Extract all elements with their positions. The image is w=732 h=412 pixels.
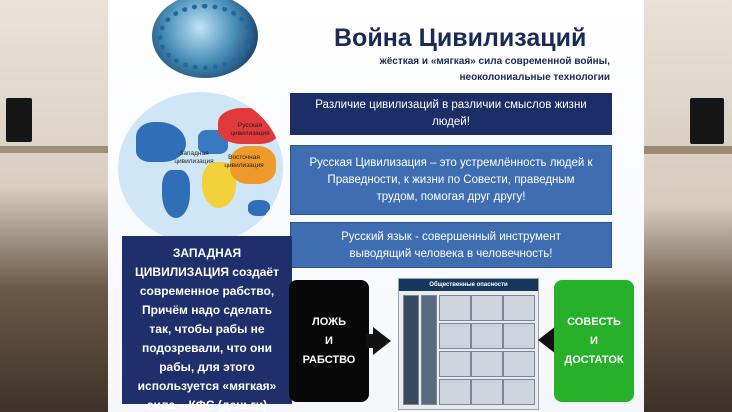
poster-cell xyxy=(439,379,471,405)
box-line: людей! xyxy=(432,116,470,128)
box-line: сила – КФС (деньги) xyxy=(146,398,268,412)
globe-image xyxy=(152,0,258,78)
poster-cell xyxy=(503,351,535,377)
box-line: современное рабство, xyxy=(139,284,275,298)
box-line: используется «мягкая» xyxy=(137,379,277,393)
map-region-south-america xyxy=(162,170,190,218)
box-line: Причём надо сделать xyxy=(142,303,272,317)
box-line: Русская Цивилизация – это устремлённость людей к xyxy=(309,157,593,169)
social-dangers-poster-image xyxy=(398,278,539,410)
poster-cell xyxy=(471,379,503,405)
poster-cell xyxy=(471,351,503,377)
slide-subtitle xyxy=(328,54,610,86)
box-line: ЦИВИЛИЗАЦИЯ создаёт xyxy=(135,265,279,279)
monitor-left xyxy=(6,98,32,142)
subtitle-line: неоколониальные технологии xyxy=(459,72,610,83)
box-line: РАБСТВО xyxy=(302,353,356,366)
box-line: трудом, помогая друг другу! xyxy=(376,191,526,203)
arrow-right-icon xyxy=(373,327,391,355)
box-line: И xyxy=(325,334,333,347)
box-line: так, чтобы рабы не xyxy=(149,322,265,336)
civilization-difference-box xyxy=(290,93,612,135)
map-label-western: Западная цивилизация xyxy=(174,150,214,165)
poster-cell xyxy=(439,295,471,321)
russian-civilization-box xyxy=(290,145,612,215)
poster-cell xyxy=(421,295,437,405)
poster-cell xyxy=(471,323,503,349)
subtitle-line: жёсткая и «мягкая» сила современной войны, xyxy=(379,56,610,67)
poster-cell xyxy=(503,323,535,349)
map-label-eastern: Восточная цивилизация xyxy=(224,154,264,169)
poster-cell xyxy=(439,323,471,349)
desk-right xyxy=(630,146,732,154)
box-line: ЛОЖЬ xyxy=(312,315,346,328)
box-line: СОВЕСТЬ xyxy=(567,315,621,328)
box-line: Праведности, к жизни по Совести, праведным xyxy=(327,174,575,186)
presentation-slide xyxy=(108,0,644,412)
poster-cell xyxy=(503,295,535,321)
box-line: подозревали, что они xyxy=(141,341,273,355)
room-background-right xyxy=(630,0,732,412)
box-line: ДОСТАТОК xyxy=(564,353,624,366)
slide-title: Война Цивилизаций xyxy=(334,24,587,52)
globe-ring xyxy=(158,4,252,70)
poster-cell xyxy=(403,295,419,405)
box-line: рабы, для этого xyxy=(159,360,255,374)
box-line: Русский язык - совершенный инструмент xyxy=(341,231,561,243)
western-civilization-box xyxy=(122,236,292,412)
box-line: Различие цивилизаций в различии смыслов жизни xyxy=(315,99,587,111)
poster-cell xyxy=(439,351,471,377)
poster-cell xyxy=(503,379,535,405)
monitor-right xyxy=(690,98,724,144)
desk-left xyxy=(0,146,120,153)
box-line: выводящий человека в человечность! xyxy=(349,248,553,260)
poster-header: Общественные опасности xyxy=(399,279,538,291)
room-background-left xyxy=(0,0,120,412)
world-map-image xyxy=(118,92,283,244)
box-line: И xyxy=(590,334,598,347)
conscience-and-prosperity-box xyxy=(554,280,634,402)
box-line: ЗАПАДНАЯ xyxy=(172,246,242,260)
map-label-russian: Русская цивилизация xyxy=(230,122,270,137)
poster-cell xyxy=(471,295,503,321)
map-region-australia xyxy=(248,200,270,216)
russian-language-box xyxy=(290,222,612,268)
lie-and-slavery-box xyxy=(289,280,369,402)
